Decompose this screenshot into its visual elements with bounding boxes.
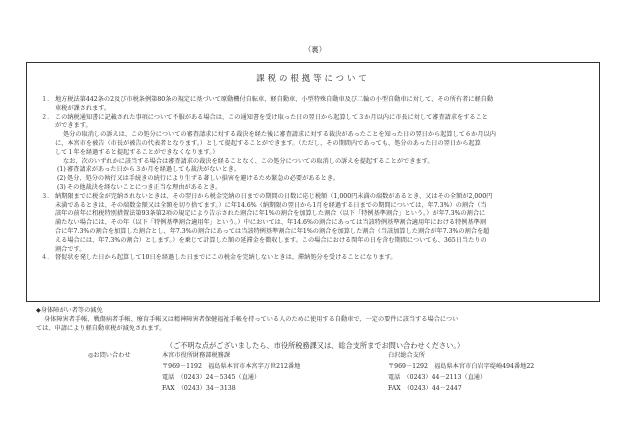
item-line: 車税が課されます。 [55, 104, 111, 112]
item-number: ３． [41, 192, 54, 200]
sub-item-number: (3) [57, 183, 66, 191]
item-line: 満たない場合には、その年（以下「特例基準割合適用年」という。）中においては、年14.6%の割合にあっては当該特例基準割合適用年における特例基準割 [55, 219, 487, 227]
office1-name: 本宮市役所財務部税務課 [162, 352, 231, 359]
item-line: 地方税法第442条の2及び市税条例第80条の規定に基づいて原動機付自転車、軽自動車、小型特殊自動車及び二輪の小型自動車に対して、その所有者に軽自動 [55, 96, 494, 103]
item-line: 納期限までに税金が完納されないときは、その翌日から税金完納の日までの期間の日数に応じ税額（1,000円未満の端数があるとき、又はその全額が2,000円 [55, 192, 493, 200]
sub-item-number: (1) [57, 166, 66, 174]
item-number: ４． [41, 254, 54, 262]
contact-row [88, 352, 608, 363]
item-2-line: して１年を経過すると提起することができなくなります。） [55, 148, 219, 156]
item-line: 督促状を発した日から起算して10日を経過した日までにこの税金を完納しないときは、滞納処分を受けることになります。 [55, 254, 397, 262]
sub-item-text: 審査請求があった日から３か月を経過しても裁決がないとき。 [67, 166, 240, 174]
contact-row [88, 385, 608, 396]
item-line: 未満であるときは、その端数金額又は全額を切り捨てます。）に年14.6%（納期限の翌日から1月を経過する日までの期間については、年7.3%）の割合（当 [55, 201, 487, 209]
contact-block [88, 352, 608, 396]
item-line: 該年の前年に租税特別措置法第93条第2項の規定により告示された割合に年1%の割合を加算した割合（以下「特例基準割合」という。）が年7.3%の割合に [55, 210, 486, 218]
office1-fax: FAX （0243）34－3138 [162, 385, 236, 392]
sub-item [41, 184, 589, 193]
office2-fax: FAX （0243）44－2447 [388, 385, 462, 392]
item-line: 割合です。 [55, 245, 86, 253]
sub-item-text: その他裁決を経ないことにつき正当な理由があるとき。 [67, 183, 222, 191]
page-side-label: （裏） [303, 45, 327, 54]
item-2-line: なお、次のいずれかに該当する場合は審査請求の裁決を経ることなく、この処分についての取消しの訴えを提起することができます。 [63, 157, 434, 165]
sub-item-text: 処分、処分の執行又は手続きの続行により生ずる著しい損害を避けるため緊急の必要があるとき。 [67, 175, 339, 183]
item-line: ができます。 [55, 122, 92, 130]
item-2-line: 処分の取消しの訴えは、この処分についての審査請求に対する裁決を経た後に審査請求に対する裁決があったことを知った日の翌日から起算して６か月以内 [63, 131, 496, 139]
item-4 [41, 254, 589, 263]
disability-line: 身体障害者手帳、戦傷病者手帳、療育手帳又は精神障害者保健福祉手帳を持っている人のために使用する自動車で、一定の要件に該当する場合につい [44, 315, 459, 323]
sub-item [41, 175, 589, 184]
item-2 [41, 114, 589, 132]
office2-tel: 電話 （0243）44－2113（直通） [388, 374, 487, 381]
item-number: １． [41, 96, 54, 103]
disability-heading: ◆身体障がい者等の減免 [36, 307, 103, 314]
contact-row [88, 374, 608, 385]
item-line: える場合には、年7.3%の割合）とします。）を乗じて計算した額の延滞金を徴収します。この場合における閏年の日を含む期間についても、365日当たりの [55, 236, 487, 244]
tax-basis-box [26, 62, 600, 302]
item-3 [41, 193, 589, 255]
contact-note: （ご不明な点がございましたら、市役所税務課又は、総合支所までお問い合わせください。） [165, 341, 465, 350]
office2-address: 〒969－1292 福島県本宮市白岩字堤崎494番地22 [388, 363, 535, 370]
contact-row [88, 363, 608, 374]
disability-line: ては、申請により軽自動車税が減免されます。 [36, 324, 166, 332]
office1-tel: 電話 （0243）24－5345（直通） [162, 374, 261, 381]
box-title: 課税の根拠等について [256, 73, 370, 83]
contact-label: ◎お問い合わせ [88, 352, 131, 359]
item-line: この納税通知書に記載された事項について不服がある場合は、この通知書を受け取った日の翌日から起算して３か月以内に市長に対して審査請求をすること [55, 113, 488, 121]
item-1 [41, 96, 589, 114]
disability-section [36, 307, 606, 333]
sub-item [41, 166, 589, 175]
office2-name: 白沢総合支所 [388, 352, 426, 359]
office1-address: 〒969－1192 福島県本宮市本宮字万世212番地 [162, 363, 301, 370]
item-2-line: に、本宮市を被告（市長が被告の代表者となります。）として提起することができます。（ただし、その期間内であっても、処分のあった日の翌日から起算 [55, 139, 481, 147]
item-number: ２． [41, 113, 54, 121]
item-line: 合に年7.3%の割合を加算した割合とし、年7.3%の割合にあっては当該特例基準割合に年1%の割合を加算した割合（当該加算した割合が年7.3%の割合を超 [55, 227, 490, 235]
sub-item-number: (2) [57, 175, 66, 183]
tax-basis-content [41, 96, 589, 263]
